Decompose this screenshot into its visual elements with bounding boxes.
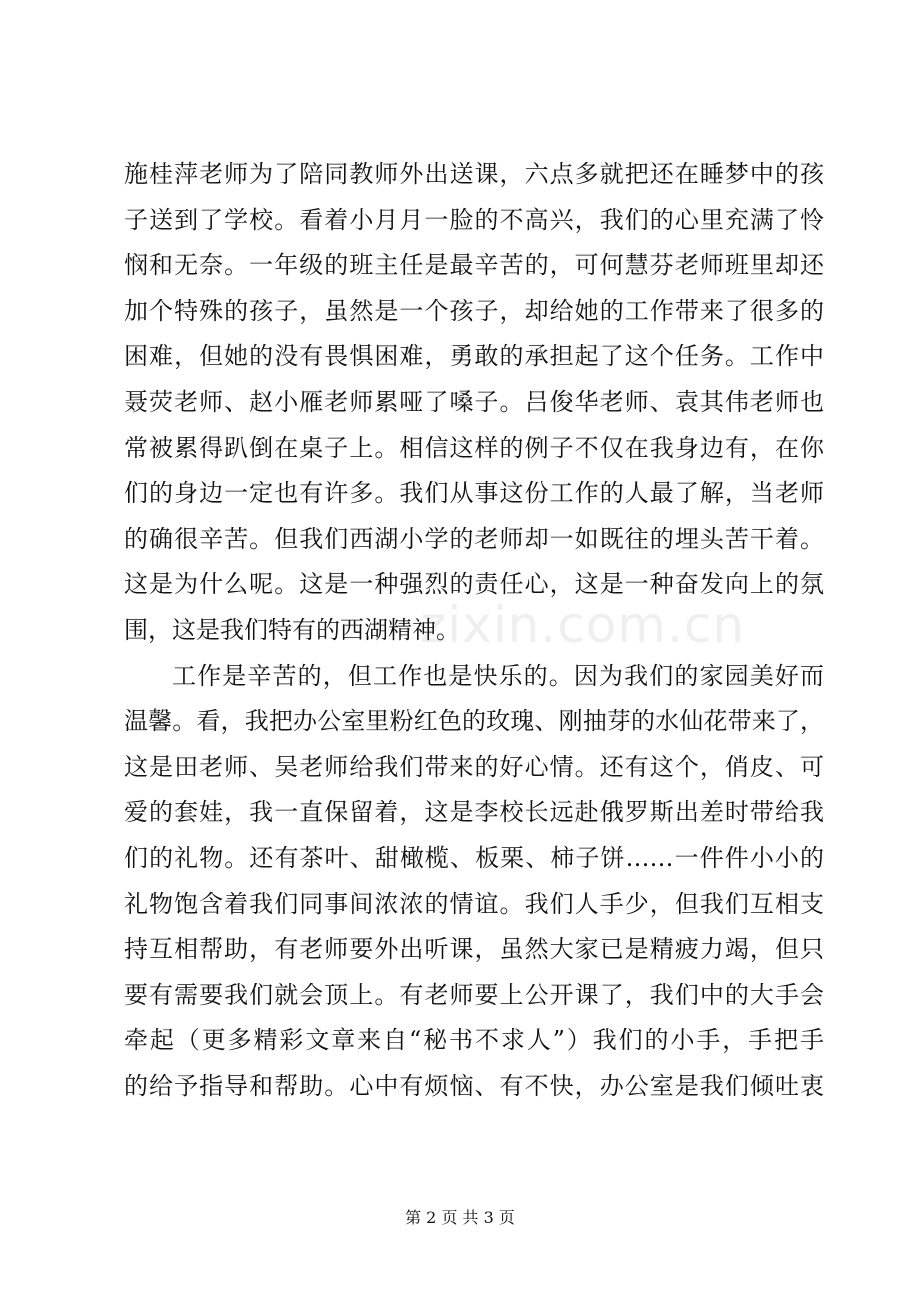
text-line: 围，这是我们特有的西湖精神。 [124,615,460,644]
text-line: 聂荧老师、赵小雁老师累哑了嗓子。吕俊华老师、袁其伟老师也 [124,387,824,416]
text-line: 的确很辛苦。但我们西湖小学的老师却一如既往的埋头苦干着。 [124,524,824,553]
text-line: 持互相帮助，有老师要外出听课，虽然大家已是精疲力竭，但只 [124,935,824,964]
text-line: 的给予指导和帮助。心中有烦恼、有不快，办公室是我们倾吐衷 [124,1071,824,1100]
text-line: 们的身边一定也有许多。我们从事这份工作的人最了解，当老师 [124,479,824,508]
text-line: 这是为什么呢。这是一种强烈的责任心，这是一种奋发向上的氛 [124,570,824,599]
text-line: 温馨。看，我把办公室里粉红色的玫瑰、刚抽芽的水仙花带来了， [124,707,824,736]
text-line: 牵起（更多精彩文章来自“秘书不求人”）我们的小手，手把手 [124,1026,824,1055]
text-line: 困难，但她的没有畏惧困难，勇敢的承担起了这个任务。工作中 [124,342,824,371]
text-line: 悯和无奈。一年级的班主任是最辛苦的，可何慧芬老师班里却还 [124,251,824,280]
text-line: 工作是辛苦的，但工作也是快乐的。因为我们的家园美好而 [172,661,824,690]
text-line: 子送到了学校。看着小月月一脸的不高兴，我们的心里充满了怜 [124,205,824,234]
text-line: 加个特殊的孩子，虽然是一个孩子，却给她的工作带来了很多的 [124,296,824,325]
text-line: 常被累得趴倒在桌子上。相信这样的例子不仅在我身边有，在你 [124,433,824,462]
text-line: 施桂萍老师为了陪同教师外出送课，六点多就把还在睡梦中的孩 [124,160,824,188]
text-line: 们的礼物。还有茶叶、甜橄榄、板栗、柿子饼……一件件小小的 [124,843,824,872]
page-footer: 第 2 页 共 3 页 [405,1208,515,1227]
watermark: zixin.com.cn [420,596,746,654]
text-line: 礼物饱含着我们同事间浓浓的情谊。我们人手少，但我们互相支 [124,889,824,918]
text-line: 要有需要我们就会顶上。有老师要上公开课了，我们中的大手会 [124,980,824,1009]
text-line: 这是田老师、吴老师给我们带来的好心情。还有这个，俏皮、可 [124,752,824,781]
text-line: 爱的套娃，我一直保留着，这是李校长远赴俄罗斯出差时带给我 [124,798,824,827]
